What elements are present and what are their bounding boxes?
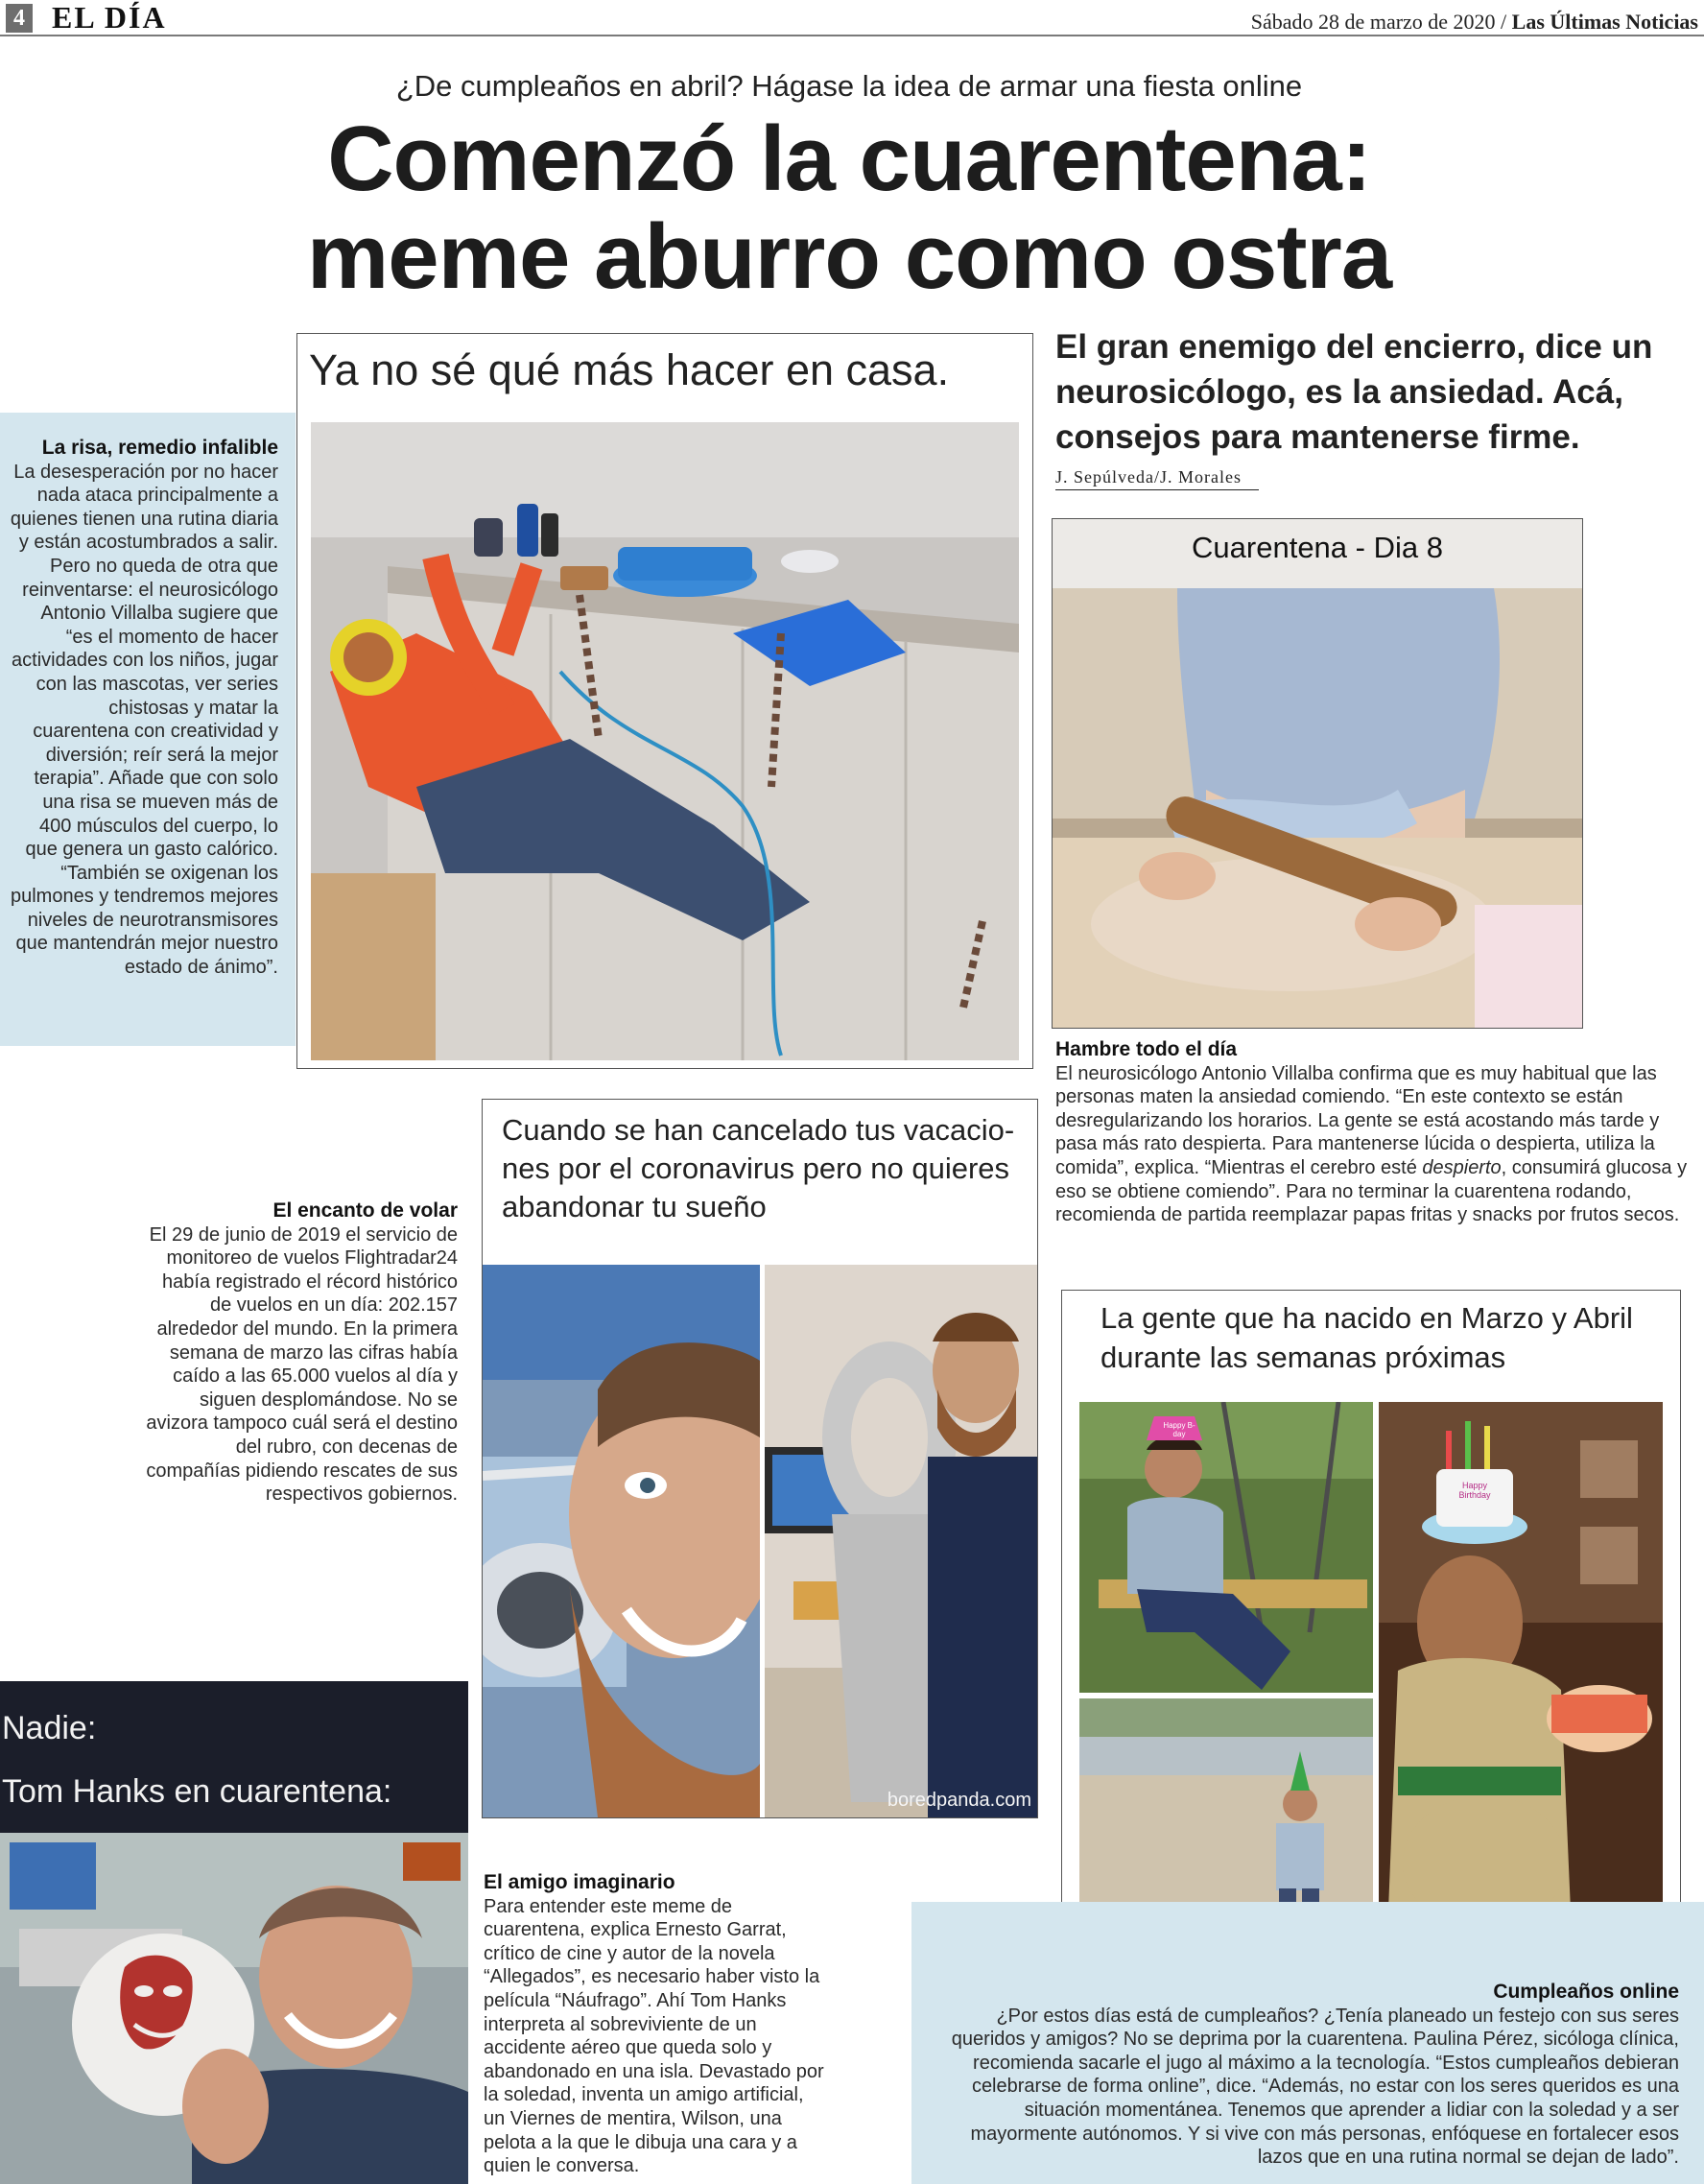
meme-vacation-photo-right	[765, 1265, 1037, 1817]
meme-cuarentena-caption: Cuarentena - Dia 8	[1192, 531, 1443, 564]
headline: Comenzó la cuarentena: meme aburro como ostra	[306, 107, 1392, 308]
masthead-rule	[0, 35, 1704, 36]
sidebar-hambre-body	[1055, 1062, 1689, 1227]
publication-name: Las Últimas Noticias	[1511, 10, 1698, 34]
meme-tom-hanks	[0, 1681, 468, 2184]
meme-tom-hanks-photo	[0, 1833, 468, 2184]
sidebar-hambre-text-2: , consumirá glucosa y eso se obtiene comiendo”. Para no terminar la cuarentena rodando, recomienda de partida reemplazar papas fritas y snacks por frutos secos.	[1055, 1156, 1688, 1226]
sidebar-amigo-body: Para entender este meme de cuarentena, explica Ernesto Garrat, crítico de cine y autor de la novela “Allegados”, es necesario haber visto la película “Náufrago”. Ahí Tom Hanks interpreta al sobreviviente de un accidente aéreo que queda solo y abandonado en una isla. Devastado por la soledad, inventa un amigo artificial, un Viernes de mentira, Wilson, una pelota a la que le dibuja una cara y a quien le conversa.	[484, 1895, 824, 2177]
section-title: EL DÍA	[52, 0, 167, 35]
meme-birthday-photo-1	[1079, 1402, 1373, 1693]
meme-birthday	[1061, 1290, 1681, 1971]
sidebar-volar-body: El 29 de junio de 2019 el servicio de monitoreo de vuelos Flightradar24 había registrado el récord histórico de vuelos en un día: 202.157 alrededor del mundo. En la primera semana de marzo las cifras había caído a las 65.000 vuelos al día y siguen desplomándose. No se avizora tampoco cuál será el destino del rubro, con decenas de compañías pidiendo rescates de sus respectivos gobiernos.	[146, 1223, 458, 1506]
date-text: Sábado 28 de marzo de 2020 /	[1250, 10, 1507, 34]
meme-tom-hanks-line1: Nadie:	[2, 1710, 97, 1746]
meme-birthday-caption: La gente que ha nacido en Marzo y Abril durante las semanas próximas	[1100, 1301, 1633, 1374]
meme-climbing	[296, 333, 1033, 1069]
page-number: 4	[6, 4, 33, 33]
meme-cuarentena-photo	[1053, 588, 1582, 1028]
dateline	[1251, 10, 1698, 35]
meme-vacation-watermark: boredpanda.com	[887, 1790, 1031, 1811]
cake-hat-text: Happy Birthday	[1458, 1481, 1491, 1500]
sidebar-volar	[144, 1199, 458, 1507]
kicker: ¿De cumpleaños en abril? Hágase la idea de armar una fiesta online	[395, 69, 1303, 103]
deck: El gran enemigo del encierro, dice un neurosicólogo, es la ansiedad. Acá, consejos para mantenerse firme.	[1055, 328, 1653, 456]
meme-cuarentena-dia-8	[1052, 518, 1583, 1029]
sidebar-hambre-title: Hambre todo el día	[1055, 1038, 1238, 1060]
meme-vacation-caption: Cuando se han cancelado tus vacacio- nes por el coronavirus pero no quieres abandonar tu sueño	[502, 1113, 1015, 1223]
meme-vacation	[482, 1099, 1038, 1818]
sidebar-amigo-title: El amigo imaginario	[484, 1871, 675, 1893]
pink-hat-text: Happy B-day	[1163, 1421, 1195, 1438]
meme-climbing-caption: Ya no sé qué más hacer en casa.	[309, 345, 950, 394]
byline: J. Sepúlveda/J. Morales	[1055, 467, 1259, 490]
sidebar-cumple-title: Cumpleaños online	[1493, 1981, 1679, 2003]
sidebar-volar-title: El encanto de volar	[272, 1199, 458, 1222]
sidebar-hambre	[1055, 1038, 1689, 1227]
sidebar-risa-title: La risa, remedio infalible	[41, 437, 278, 459]
sidebar-amigo	[484, 1871, 829, 2178]
meme-vacation-photo-left	[483, 1265, 760, 1817]
sidebar-risa-body: La desesperación por no hacer nada ataca principalmente a quienes tienen una rutina diaria y están acostumbrados a salir. Pero no queda de otra que reinventarse: el neurosicólogo Antonio Villalba sugiere que “es el momento de hacer actividades con los niños, jugar con las mascotas, ver series chistosas y matar la cuarentena con creatividad y diversión; reír será la mejor terapia”. Añade que con solo una risa se mueven más de 400 músculos del cuerpo, lo que genera un gasto calórico. “También se oxigenan los pulmones y tendremos mejores niveles de neurotransmisores que mantendrán mejor nuestro estado de ánimo”.	[10, 461, 278, 979]
sidebar-hambre-italic: despierto	[1422, 1156, 1502, 1178]
sidebar-cumple-text	[950, 1981, 1679, 2170]
meme-climbing-photo	[311, 422, 1019, 1060]
meme-tom-hanks-line2: Tom Hanks en cuarentena:	[2, 1773, 392, 1810]
sidebar-cumple-body: ¿Por estos días está de cumpleaños? ¿Tenía planeado un festejo con sus seres queridos y amigos? No se deprima por la cuarentena. Paulina Pérez, sicóloga clínica, recomienda sacarle el jugo al máximo a la tecnología. “Estos cumpleaños debieran celebrarse de forma online”, dice. “Además, no estar con los seres queridos es una situación momentánea. Tenemos que aprender a lidiar con la soledad y a ser mayormente autónomos. Y si vive con más personas, enfóquese en fortalecer esos lazos que en una rutina normal se dejan de lado”.	[951, 2005, 1679, 2169]
meme-birthday-photo-2	[1379, 1402, 1663, 1968]
sidebar-hambre-text-1: El neurosicólogo Antonio Villalba confirma que es muy habitual que las personas maten la ansiedad comiendo. “En este contexto se están desregularizando los horarios. La gente se está acostando más tarde y pasa más rato despierta. Para mantenerse lúcida o despierta, utiliza la comida”, explica. “Mientras el cerebro esté	[1055, 1062, 1660, 1178]
sidebar-risa-text	[10, 437, 278, 980]
